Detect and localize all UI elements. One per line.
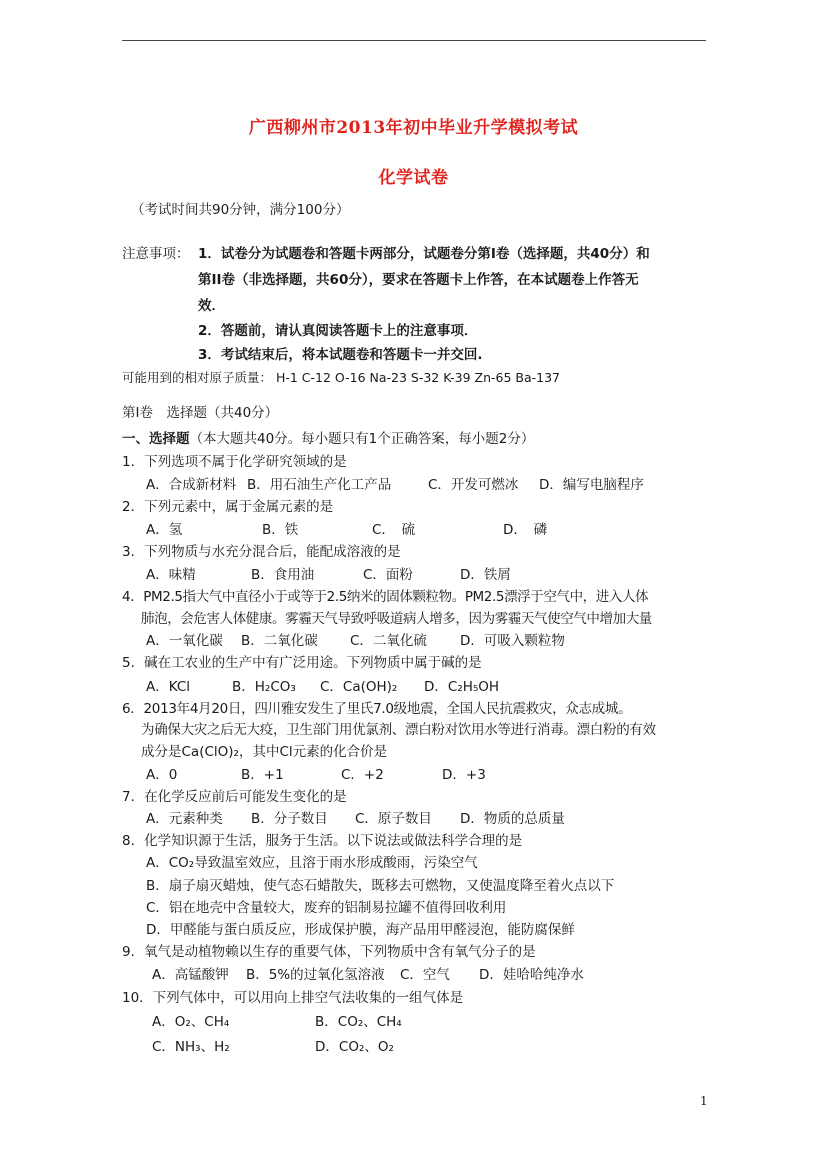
question-8-option-a: A．CO₂导致温室效应，且溶于雨水形成酸雨，污染空气	[146, 855, 478, 871]
question-10-stem: 10．下列气体中，可以用向上排空气法收集的一组气体是	[122, 990, 464, 1006]
option-d: D．C₂H₅OH	[424, 679, 500, 695]
option-b: B．用石油生产化工产品	[247, 477, 392, 493]
option-d: D．娃哈哈纯净水	[479, 967, 584, 983]
question-4-stem: 4．PM2.5指大气中直径小于或等于2.5纳米的固体颗粒物。PM2.5漂浮于空气中，进入人体	[122, 589, 649, 605]
option-c: C．原子数目	[355, 811, 432, 827]
question-8-option-d: D．甲醛能与蛋白质反应，形成保护膜，海产品用甲醛浸泡，能防腐保鲜	[146, 922, 575, 938]
option-a: A．0	[146, 767, 178, 783]
section1-desc: （本大题共40分。每小题只有1个正确答案，每小题2分）	[189, 431, 535, 447]
section1-heading	[122, 430, 534, 448]
option-c: C．NH₃、H₂	[152, 1039, 230, 1055]
document-title: 广西柳州市2013年初中毕业升学模拟考试	[248, 118, 579, 138]
question-3-stem: 3．下列物质与水充分混合后，能配成溶液的是	[122, 544, 401, 560]
question-5-stem: 5．碱在工农业的生产中有广泛用途。下列物质中属于碱的是	[122, 655, 482, 671]
option-a: A．高锰酸钾	[152, 967, 229, 983]
option-a: A．合成新材料	[146, 477, 237, 493]
question-8-option-c: C．铝在地壳中含量较大，废弃的铝制易拉罐不值得回收利用	[146, 900, 507, 916]
option-c: C．+2	[341, 767, 384, 783]
section1-title: 一、选择题	[122, 431, 190, 447]
option-a: A．元素种类	[146, 811, 223, 827]
notice-label: 注意事项：	[122, 246, 190, 262]
option-a: A．O₂、CH₄	[152, 1014, 230, 1030]
notice-line-4: 2．答题前，请认真阅读答题卡上的注意事项．	[198, 323, 478, 339]
option-c: C．开发可燃冰	[428, 477, 519, 493]
question-6-stem-cont-2: 成分是Ca(ClO)₂，其中Cl元素的化合价是	[141, 744, 388, 760]
option-d: D． 磷	[503, 522, 548, 538]
page-number: 1	[700, 1094, 708, 1108]
option-b: B．CO₂、CH₄	[315, 1014, 402, 1030]
option-b: B．5%的过氧化氢溶液	[246, 967, 385, 983]
part1-title: 第Ⅰ卷 选择题（共40分）	[122, 405, 279, 421]
option-a: A．味精	[146, 567, 196, 583]
option-a: A．氢	[146, 522, 183, 538]
option-d: D．+3	[442, 767, 486, 783]
option-a: A．一氧化碳	[146, 633, 223, 649]
question-4-stem-cont: 肺泡，会危害人体健康。雾霾天气导致呼吸道病人增多，因为雾霾天气使空气中增加大量	[141, 611, 652, 627]
option-d: D．编写电脑程序	[539, 477, 644, 493]
option-b: B．食用油	[251, 567, 315, 583]
option-b: B．+1	[241, 767, 284, 783]
question-8-stem: 8．化学知识源于生活，服务于生活。以下说法或做法科学合理的是	[122, 833, 523, 849]
question-1-stem: 1．下列选项不属于化学研究领域的是	[122, 454, 347, 470]
option-b: B．二氧化碳	[241, 633, 318, 649]
question-2-stem: 2．下列元素中，属于金属元素的是	[122, 499, 334, 515]
document-subtitle: 化学试卷	[378, 168, 449, 188]
option-c: C．二氧化硫	[350, 633, 427, 649]
question-6-stem-cont: 为确保大灾之后无大疫，卫生部门用优氯剂、漂白粉对饮用水等进行消毒。漂白粉的有效	[141, 722, 656, 738]
option-b: B．铁	[262, 522, 299, 538]
question-8-option-b: B．扇子扇灭蜡烛，使气态石蜡散失，既移去可燃物，又使温度降至着火点以下	[146, 878, 615, 894]
notice-line-5: 3．考试结束后，将本试题卷和答题卡一并交回.	[198, 347, 483, 363]
question-7-stem: 7．在化学反应前后可能发生变化的是	[122, 789, 347, 805]
option-b: B．H₂CO₃	[232, 679, 296, 695]
option-a: A．KCl	[146, 679, 191, 695]
option-c: C．空气	[400, 967, 450, 983]
option-b: B．分子数目	[251, 811, 328, 827]
exam-info: （考试时间共90分钟，满分100分）	[131, 202, 350, 218]
option-d: D．铁屑	[460, 567, 511, 583]
notice-line-3: 效．	[198, 298, 225, 314]
notice-line-1: 1．试卷分为试题卷和答题卡两部分，试题卷分第Ⅰ卷（选择题，共40分）和	[198, 246, 650, 262]
question-6-stem: 6．2013年4月20日，四川雅安发生了里氏7.0级地震，全国人民抗震救灾，众志成城。	[122, 701, 632, 717]
option-c: C．面粉	[363, 567, 413, 583]
option-c: C． 硫	[372, 522, 416, 538]
option-c: C．Ca(OH)₂	[320, 679, 398, 695]
option-d: D．CO₂、O₂	[315, 1039, 394, 1055]
atomic-masses: 可能用到的相对原子质量： H-1 C-12 O-16 Na-23 S-32 K-39 Zn-65 Ba-137	[122, 370, 560, 385]
question-9-stem: 9．氧气是动植物赖以生存的重要气体，下列物质中含有氧气分子的是	[122, 944, 536, 960]
notice-line-2: 第II卷（非选择题，共60分），要求在答题卡上作答，在本试题卷上作答无	[198, 272, 639, 288]
option-d: D．可吸入颗粒物	[460, 633, 565, 649]
option-d: D．物质的总质量	[460, 811, 565, 827]
header-rule	[122, 40, 706, 41]
